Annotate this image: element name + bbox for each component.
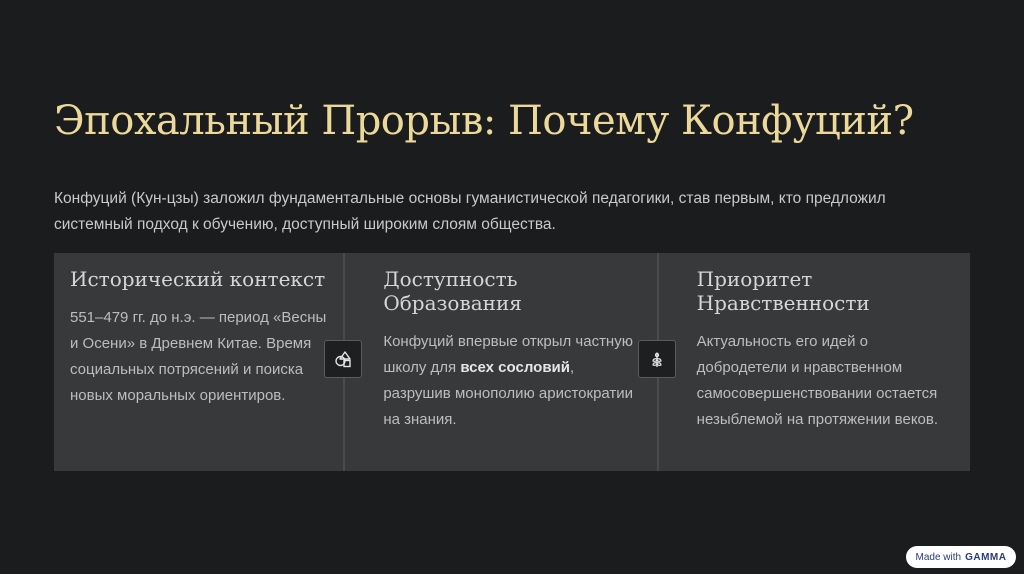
card-title: Исторический контекст [70, 267, 326, 291]
card-title: Приоритет Нравственности [696, 267, 870, 315]
card-historical-context [54, 253, 343, 471]
intro-text: Конфуций (Кун-цзы) заложил фундаментальные основы гуманистической педагогики, став первым, кто предложил системный подход к обучению, доступный широким слоям общества. [54, 190, 886, 233]
card-text-end: , разрушив монополию аристократии на знания. [383, 359, 634, 428]
page-title: Эпохальный Прорыв: Почему Конфуций? [54, 98, 914, 144]
card-text-bold: всех сословий [460, 359, 570, 376]
badge-prefix: Made with [915, 551, 962, 563]
card-text [383, 329, 640, 433]
card-text-start: Конфуций впервые открыл частную школу для [383, 333, 633, 376]
made-with-gamma-badge[interactable] [906, 546, 1016, 568]
shapes-icon [324, 340, 362, 378]
card-morality-priority [657, 253, 970, 471]
card-text: 551–479 гг. до н.э. — период «Весны и Осени» в Древнем Китае. Время социальных потрясений и поиска новых моральных ориентиров. [70, 309, 327, 404]
card-title: Доступность Образования [383, 267, 522, 315]
wheat-icon [638, 340, 676, 378]
gamma-logo: GAMMA [965, 551, 1007, 563]
card-text: Актуальность его идей о добродетели и нравственном самосовершенствовании остается незыблемой на протяжении веков. [696, 333, 939, 428]
cards-row [54, 253, 970, 471]
card-education-access [343, 253, 656, 471]
